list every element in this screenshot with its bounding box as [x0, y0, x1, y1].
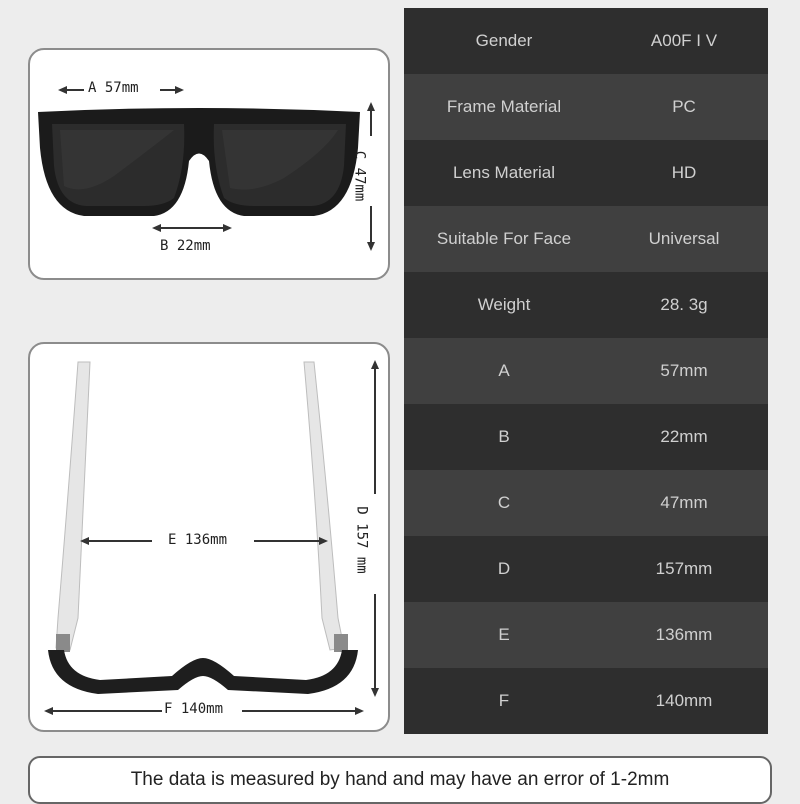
spec-label: Gender — [475, 31, 533, 50]
arrow-right-icon — [175, 86, 184, 94]
spec-label: C — [497, 493, 511, 512]
spec-label: A — [498, 361, 510, 380]
spec-value: HD — [671, 163, 697, 182]
spec-label: Frame Material — [446, 97, 562, 116]
spec-row-f — [404, 668, 768, 734]
spec-row-c — [404, 470, 768, 536]
spec-label: F — [498, 691, 510, 710]
arrow-right-icon — [355, 707, 364, 715]
arrow-right-icon — [223, 224, 232, 232]
spec-row-gender — [404, 8, 768, 74]
dim-line — [160, 89, 176, 91]
spec-label: E — [498, 625, 510, 644]
spec-value: 57mm — [660, 361, 708, 380]
dim-line — [370, 110, 372, 136]
top-view-panel — [28, 342, 390, 732]
spec-row-suitable-face — [404, 206, 768, 272]
dim-d-label: D 157 mm — [353, 506, 370, 574]
arrow-down-icon — [371, 688, 379, 697]
dim-f-label: F 140mm — [164, 701, 224, 717]
dim-c-label: C 47mm — [351, 150, 368, 202]
spec-value: 140mm — [655, 691, 713, 710]
spec-value: 22mm — [660, 427, 708, 446]
dim-line — [52, 710, 162, 712]
spec-row-weight — [404, 272, 768, 338]
dim-line — [370, 206, 372, 244]
dim-e-label: E 136mm — [168, 532, 228, 548]
dim-line — [66, 89, 84, 91]
dim-line — [254, 540, 320, 542]
spec-row-lens-material — [404, 140, 768, 206]
spec-value: 28. 3g — [660, 295, 708, 314]
front-view-panel — [28, 48, 390, 280]
dim-line — [88, 540, 152, 542]
spec-value: 157mm — [655, 559, 713, 578]
spec-row-e — [404, 602, 768, 668]
sunglasses-front-image — [34, 106, 364, 224]
spec-value: 136mm — [655, 625, 713, 644]
spec-row-d — [404, 536, 768, 602]
spec-value: A00F I V — [650, 31, 718, 50]
spec-value: 47mm — [660, 493, 708, 512]
spec-table — [404, 8, 768, 734]
spec-row-b — [404, 404, 768, 470]
measurement-note: The data is measured by hand and may have an error of 1-2mm — [28, 756, 772, 804]
arrow-right-icon — [319, 537, 328, 545]
dim-line — [374, 368, 376, 494]
spec-row-a — [404, 338, 768, 404]
dim-b-label: B 22mm — [160, 238, 211, 254]
spec-label: Lens Material — [452, 163, 556, 182]
spec-label: Suitable For Face — [436, 229, 572, 248]
spec-value: PC — [672, 97, 696, 116]
spec-label: B — [498, 427, 510, 446]
dim-line — [160, 227, 224, 229]
spec-row-frame-material — [404, 74, 768, 140]
dim-line — [242, 710, 356, 712]
dim-a-label: A 57mm — [88, 80, 139, 96]
arrow-down-icon — [367, 242, 375, 251]
spec-label: D — [497, 559, 511, 578]
spec-label: Weight — [477, 295, 531, 314]
spec-value: Universal — [648, 229, 720, 248]
dim-line — [374, 594, 376, 690]
